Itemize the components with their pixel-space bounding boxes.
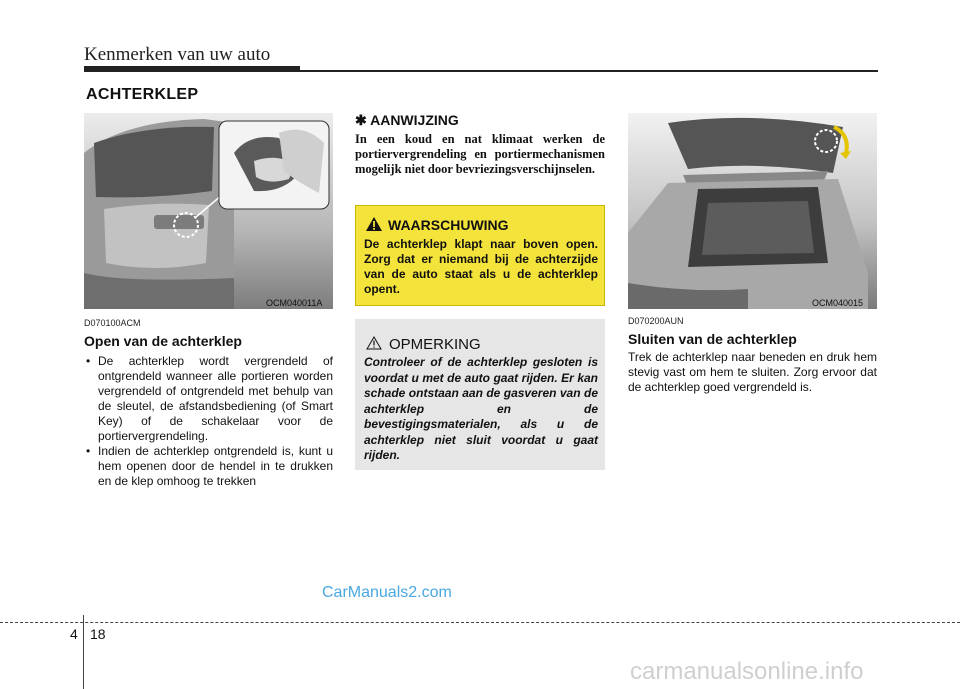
- page-header-title: Kenmerken van uw auto: [84, 44, 271, 65]
- header-rule-accent: [84, 66, 300, 72]
- page-number: 18: [90, 626, 106, 642]
- instruction-list: [84, 354, 333, 489]
- caution-body: Controleer of de achterklep gesloten is voordat u met de auto gaat rijden. Er kan schade ontstaan aan de gasveren van de achterklep en de bevestigingsmaterialen, als u de achterklep niet sluit voordat u gaat rijden.: [364, 355, 598, 462]
- watermark-link[interactable]: CarManuals2.com: [322, 584, 452, 601]
- tailgate-handle-photo: [84, 113, 333, 309]
- note-title: ✱ AANWIJZING: [355, 112, 459, 128]
- list-item: • De achterklep wordt vergrendeld of ontgrendeld wanneer alle portieren worden vergrendeld of ontgrendeld met behulp van de sleutel, de afstandsbediening (of Smart Key) of de schakelaar voor de portiervergrendeling.: [84, 354, 333, 444]
- car-open-tailgate-illustration: [628, 113, 877, 309]
- section-code: D070100ACM: [84, 318, 141, 328]
- subsection-heading: Open van de achterklep: [84, 333, 242, 349]
- caution-box: [355, 319, 605, 470]
- figure-caption: OCM040011A: [266, 298, 323, 308]
- warning-triangle-icon: [365, 216, 383, 237]
- section-title: ACHTERKLEP: [86, 86, 199, 103]
- footer-rule: [0, 622, 960, 623]
- caution-title: OPMERKING: [389, 336, 481, 353]
- watermark-text: carmanualsonline.info: [630, 658, 864, 685]
- warning-box: [355, 205, 605, 306]
- chapter-number: 4: [70, 626, 78, 642]
- list-item: • Indien de achterklep ontgrendeld is, kunt u hem openen door de hendel in te drukken en de klep omhoog te trekken: [84, 444, 333, 489]
- footer-divider: [83, 615, 84, 689]
- car-rear-illustration: [84, 113, 333, 309]
- instruction-paragraph: Trek de achterklep naar beneden en druk hem stevig vast om hem te sluiten. Zorg ervoor dat de achterklep goed vergrendeld is.: [628, 350, 877, 394]
- figure-caption: OCM040015: [812, 298, 864, 308]
- warning-body: De achterklep klapt naar boven open. Zorg dat er niemand bij de achterzijde van de auto staat als u de achterklep opent.: [364, 237, 598, 296]
- warning-title: WAARSCHUWING: [388, 217, 509, 233]
- note-body: In een koud en nat klimaat werken de portiervergrendeling en portiermechanismen mogelijk niet door bevriezingsverschijnselen.: [355, 132, 605, 176]
- subsection-heading: Sluiten van de achterklep: [628, 331, 797, 347]
- tailgate-open-photo: [628, 113, 877, 309]
- section-code: D070200AUN: [628, 316, 684, 326]
- caution-triangle-icon: [366, 336, 382, 355]
